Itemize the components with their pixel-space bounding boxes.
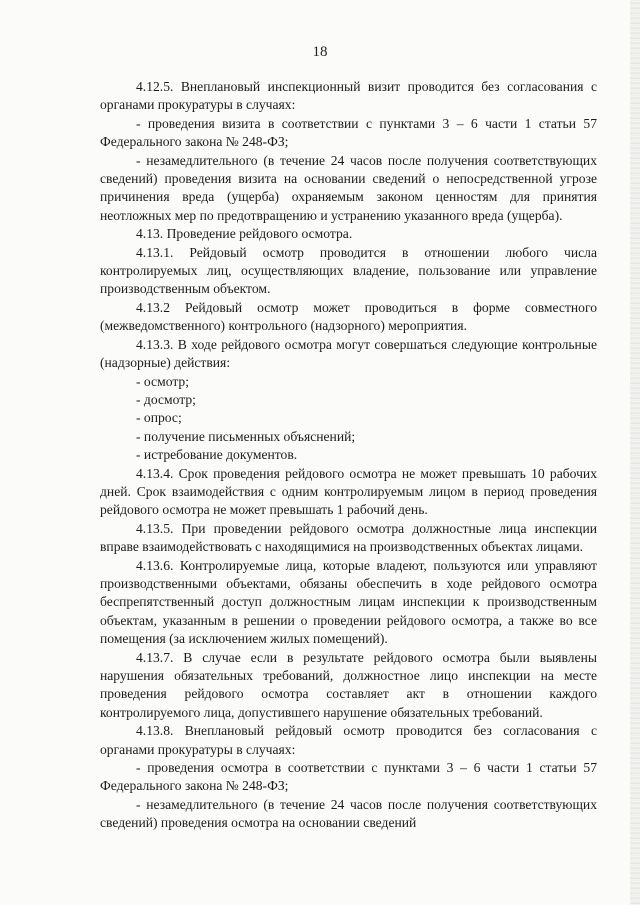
paragraph: - проведения визита в соответствии с пунктами 3 – 6 части 1 статьи 57 Федерального закона № 248-ФЗ; — [100, 115, 597, 150]
paragraph: - истребование документов. — [136, 447, 298, 463]
paragraph: - незамедлительного (в течение 24 часов после получения соответствующих сведений) проведения визита на основании сведений о непосредственной угрозе причинения вреда (ущерба) охраняемым законом ценностям для принятия неотложных мер по предотвращению и устранению указанного вреда (ущерба). — [100, 152, 597, 223]
paragraph: - получение письменных объяснений; — [136, 428, 356, 444]
paragraph: 4.13.1. Рейдовый осмотр проводится в отношении любого числа контролируемых лиц, осуществляющих владение, пользование или управление производственным объектом. — [100, 244, 597, 297]
paragraph: - проведения осмотра в соответствии с пунктами 3 – 6 части 1 статьи 57 Федерального закона № 248-ФЗ; — [100, 760, 597, 794]
paragraph: 4.13.8. Внеплановый рейдовый осмотр проводится без согласования с органами прокуратуры в случаях: — [100, 723, 597, 757]
paragraph: 4.13.7. В случае если в результате рейдового осмотра были выявлены нарушения обязательных требований, должностное лицо инспекции на месте проведения рейдового осмотра составляет акт в отношении каждого контролируемого лица, допустившего нарушение обязательных требований. — [100, 649, 597, 720]
document-body — [100, 78, 597, 833]
paragraph: - досмотр; — [136, 391, 196, 407]
paragraph: - опрос; — [136, 410, 182, 426]
page-number: 18 — [312, 44, 328, 60]
paragraph: - незамедлительного (в течение 24 часов после получения соответствующих сведений) проведения осмотра на основании сведений — [100, 796, 597, 831]
paragraph: 4.13.2 Рейдовый осмотр может проводиться в форме совместного (межведомственного) контрольного (надзорного) мероприятия. — [100, 299, 597, 334]
paragraph: - осмотр; — [136, 373, 189, 389]
scan-edge — [630, 0, 640, 905]
paragraph: 4.13.6. Контролируемые лица, которые владеют, пользуются или управляют производственными объектами, обязаны обеспечить в ходе рейдового осмотра беспрепятственный доступ должностным лицам инспекции к производственным объектам, указанным в решении о проведении рейдового осмотра, а также во все помещения (за исключением жилых помещений). — [100, 557, 597, 647]
paragraph: 4.13. Проведение рейдового осмотра. — [136, 226, 353, 242]
paragraph: 4.13.3. В ходе рейдового осмотра могут совершаться следующие контрольные (надзорные) действия: — [100, 336, 597, 371]
paragraph: 4.13.4. Срок проведения рейдового осмотра не может превышать 10 рабочих дней. Срок взаимодействия с одним контролируемым лицом в период проведения рейдового осмотра не может превышать 1 рабочий день. — [100, 465, 597, 518]
paragraph: 4.13.5. При проведении рейдового осмотра должностные лица инспекции вправе взаимодействовать с находящимися на производственных объектах лицами. — [100, 520, 597, 555]
paragraph: 4.12.5. Внеплановый инспекционный визит проводится без согласования с органами прокуратуры в случаях: — [100, 79, 597, 113]
